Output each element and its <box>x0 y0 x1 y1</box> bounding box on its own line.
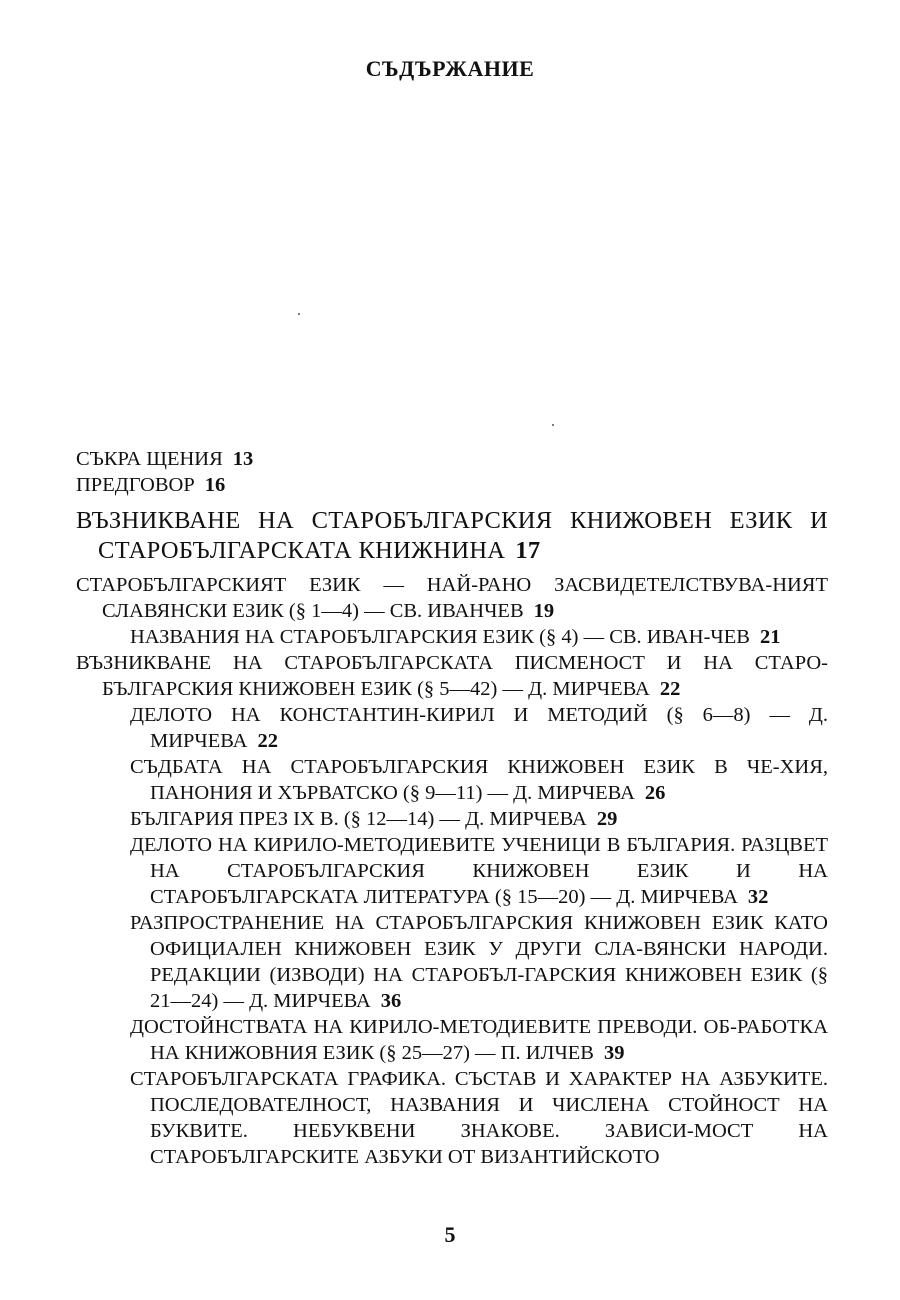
toc-entry-text: СЪДБАТА НА СТАРОБЪЛГАРСКИЯ КНИЖОВЕН ЕЗИК В ЧЕ-ХИЯ, ПАНОНИЯ И ХЪРВАТСКО (§ 9—11) — Д. МИРЧЕВА <box>130 756 828 804</box>
toc-entry-page: 29 <box>596 808 618 830</box>
toc-entry <box>130 910 828 1014</box>
page-number: 5 <box>444 1222 456 1247</box>
toc-entry-page: 19 <box>533 600 555 622</box>
toc-entry <box>130 806 828 832</box>
toc-entry <box>130 624 828 650</box>
toc-entry <box>130 754 828 806</box>
toc-entry-text: РАЗПРОСТРАНЕНИЕ НА СТАРОБЪЛГАРСКИЯ КНИЖОВЕН ЕЗИК КАТО ОФИЦИАЛЕН КНИЖОВЕН ЕЗИК У ДРУГИ СЛА-ВЯНСКИ НАРОДИ. РЕДАКЦИИ (ИЗВОДИ) НА СТАРОБЪЛ-ГАРСКИЯ КНИЖОВЕН ЕЗИК (§ 21—24) — Д. МИРЧЕВА <box>130 912 828 1012</box>
scan-speck <box>552 424 554 426</box>
toc-entry <box>130 702 828 754</box>
toc-entry <box>76 572 828 624</box>
toc-entry-page: 17 <box>515 537 541 564</box>
toc-entry <box>130 832 828 910</box>
toc-entry-page: 26 <box>644 782 666 804</box>
toc-entry-text: ДЕЛОТО НА КОНСТАНТИН-КИРИЛ И МЕТОДИЙ (§ 6—8) — Д. МИРЧЕВА <box>130 704 828 752</box>
toc-entry <box>76 446 828 472</box>
toc-major-heading <box>76 506 828 566</box>
toc-entry <box>76 650 828 702</box>
toc-entry-page: 32 <box>747 886 769 908</box>
toc-entry-text: ДОСТОЙНСТВАТА НА КИРИЛО-МЕТОДИЕВИТЕ ПРЕВОДИ. ОБ-РАБОТКА НА КНИЖОВНИЯ ЕЗИК (§ 25—27) — П. ИЛЧЕВ <box>130 1016 828 1064</box>
toc-entry-text: СТАРОБЪЛГАРСКИЯТ ЕЗИК — НАЙ-РАНО ЗАСВИДЕТЕЛСТВУВА-НИЯТ СЛАВЯНСКИ ЕЗИК (§ 1—4) — СВ. ИВАНЧЕВ <box>76 574 828 622</box>
toc-entry <box>76 472 828 498</box>
toc-entry-page: 21 <box>759 626 781 648</box>
scan-speck <box>298 313 300 315</box>
toc-entry-page: 22 <box>659 678 681 700</box>
toc-entry-page: 13 <box>232 448 254 470</box>
table-of-contents <box>76 446 828 1170</box>
toc-entry-page: 22 <box>257 730 278 752</box>
toc-entry <box>130 1066 828 1170</box>
toc-entry-text: НАЗВАНИЯ НА СТАРОБЪЛГАРСКИЯ ЕЗИК (§ 4) — СВ. ИВАН-ЧЕВ <box>130 626 750 648</box>
page-title: СЪДЪРЖАНИЕ <box>365 56 535 81</box>
toc-entry-text: ПРЕДГОВОР <box>76 474 195 496</box>
toc-entry-text: ДЕЛОТО НА КИРИЛО-МЕТОДИЕВИТЕ УЧЕНИЦИ В БЪЛГАРИЯ. РАЗЦВЕТ НА СТАРОБЪЛГАРСКИЯ КНИЖОВЕН ЕЗИК И НА СТАРОБЪЛГАРСКАТА ЛИТЕРАТУРА (§ 15—20) — Д. МИРЧЕВА <box>130 834 828 908</box>
toc-entry-page: 16 <box>204 474 226 496</box>
toc-entry-text: ВЪЗНИКВАНЕ НА СТАРОБЪЛГАРСКИЯ КНИЖОВЕН ЕЗИК И СТАРОБЪЛГАРСКАТА КНИЖНИНА <box>76 507 828 564</box>
toc-entry-page: 36 <box>380 990 402 1012</box>
toc-entry-text: ВЪЗНИКВАНЕ НА СТАРОБЪЛГАРСКАТА ПИСМЕНОСТ И НА СТАРО-БЪЛГАРСКИЯ КНИЖОВЕН ЕЗИК (§ 5—42) — Д. МИРЧЕВА <box>76 652 828 700</box>
toc-entry-text: СЪКРА ЩЕНИЯ <box>76 448 223 470</box>
toc-entry-page: 39 <box>603 1042 625 1064</box>
toc-entry <box>130 1014 828 1066</box>
toc-entry-text: СТАРОБЪЛГАРСКАТА ГРАФИКА. СЪСТАВ И ХАРАКТЕР НА АЗБУКИТЕ. ПОСЛЕДОВАТЕЛНОСТ, НАЗВАНИЯ И ЧИСЛЕНА СТОЙНОСТ НА БУКВИТЕ. НЕБУКВЕНИ ЗНАКОВЕ. ЗАВИСИ-МОСТ НА СТАРОБЪЛГАРСКИТЕ АЗБУКИ ОТ ВИЗАНТИЙСКОТО <box>130 1068 828 1168</box>
toc-entry-text: БЪЛГАРИЯ ПРЕЗ IX В. (§ 12—14) — Д. МИРЧЕВА <box>130 808 587 830</box>
